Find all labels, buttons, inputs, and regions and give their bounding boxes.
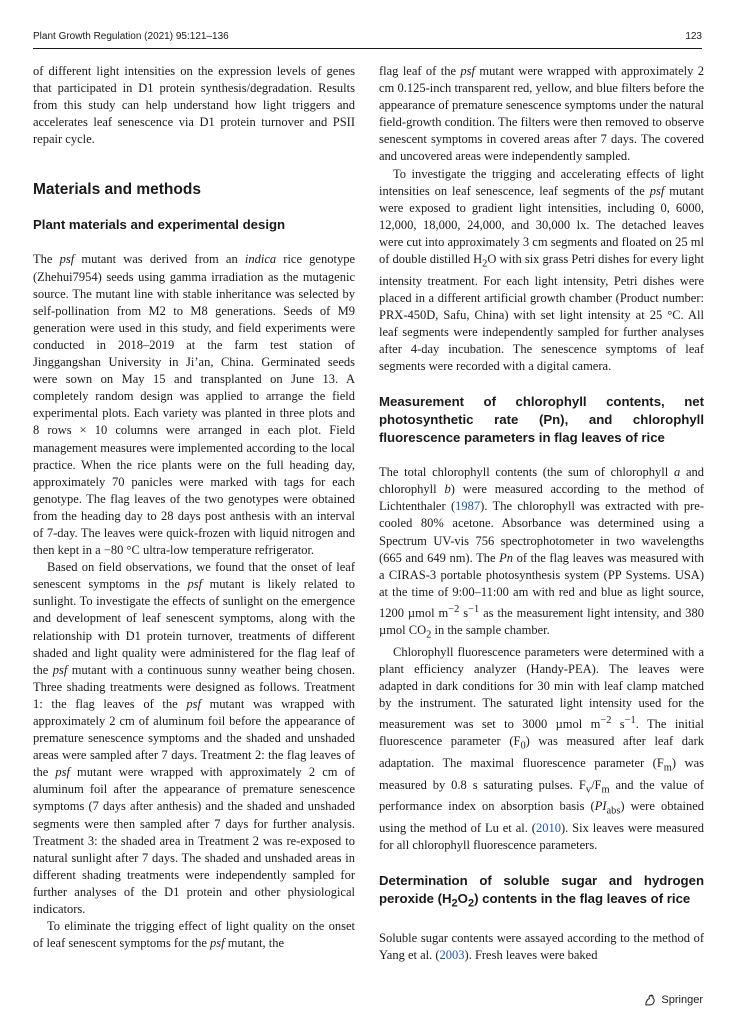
publisher-footer bbox=[643, 993, 703, 1007]
section-heading-methods: Materials and methods bbox=[33, 181, 201, 199]
header-divider bbox=[33, 48, 702, 49]
subsection-heading-chlorophyll: Measurement of chlorophyll contents, net photosynthetic rate (Pn), and chlorophyll fluorescence parameters in flag leaves of rice bbox=[379, 394, 704, 446]
journal-citation: Plant Growth Regulation (2021) 95:121–136 bbox=[33, 31, 229, 42]
page-number: 123 bbox=[685, 31, 702, 42]
subsection-heading-soluble-sugar: Determination of soluble sugar and hydrogen peroxide $(H_2O_2)$ contents in the flag leaves of rice bbox=[379, 872, 704, 910]
intro-paragraph-end: of different light intensities on the expression levels of genes that participated in D1 protein synthesis/degradation. Results from this study can help understand how light triggers and accelerates leaf senescence via D1 protein turnover and PSII repair cycle. bbox=[33, 64, 355, 147]
paragraph-fluorescence: Chlorophyll fluorescence parameters were determined with a plant efficiency analyzer (Handy-PEA). The leaves were adapted in dark conditions for 30 min with leaf clamp matched by the instrument. The saturated light intensity used for the measurement was set to 3000 µmol $m^{-2}$ $s^{-1}$. The initial fluorescence parameter $(F_0)$ was measured after leaf dark adaptation. The maximal fluorescence parameter $(F_m)$ was measured by 0.8 s saturating pulses. $F_v/F_m$ and the value of performance index on absorption basis $(PI_{abs})$ were obtained using the method of Lu et al. (2010). Six leaves were measured for all chlorophyll fluorescence parameters. bbox=[379, 644, 704, 852]
paragraph-soluble-sugar: Soluble sugar contents were assayed according to the method of Yang et al. (2003). Fresh leaves were baked bbox=[379, 930, 704, 962]
springer-horse-icon bbox=[643, 993, 657, 1007]
right-column bbox=[379, 63, 704, 964]
paragraph-chlorophyll-contents: The total chlorophyll contents (the sum of chlorophyll a and chlorophyll b) were measured according to the method of Lichtenthaler (1987). The chlorophyll was extracted with pre-cooled 80% acetone. Absorbance was determined using a Spectrum UV-vis 756 spectrophotometer in two wavelengths (665 and 649 nm). The Pn of the flag leaves was measured with a CIRAS-3 portable photosynthesis system (PP Systems. USA) at the time of 9:00–11:00 am with red and blue as light source, 1200 µmol $m^{-2}$ $s^{-1}$ as the measurement light intensity, and 380 µmol $CO_2$ in the sample chamber. bbox=[379, 465, 705, 641]
subsection-heading-plant-materials: Plant materials and experimental design bbox=[33, 217, 286, 233]
paragraph-plant-materials: The psf mutant was derived from an indica rice genotype (Zhehui7954) seeds using gamma irradiation as the mutagenic source. The mutant line with stable inheritance was selected by self-pollination from M2 to M8 generations. Seeds of M9 generation were used in this study, and field experiments were conducted in 2018–2019 at the farm test station of Jinggangshan University in Ji’an, China. Germinated seeds were sown on May 15 and transplanted on June 13. A completely random design was applied to arrange the field experimental plots. Each variety was planted in three plots and 8 rows × 10 columns were arranged in each plot. Field management measures were implemented according to the local practice. When the rice plants were on the full heading day, approximately 70 panicles were marked with tags for each genotype. The flag leaves of the two genotypes were obtained from the heading day to 28 days post anthesis with an interval of 7-day. The leaves were quick-frozen with liquid nitrogen and then kept in a −80 °C ultra-low temperature refrigerator. bbox=[33, 252, 355, 558]
citation-link-2010[interactable]: 2010 bbox=[535, 820, 561, 835]
citation-link-1987[interactable]: 1987 bbox=[455, 499, 481, 514]
publisher-name: Springer bbox=[661, 994, 703, 1006]
paragraph-shading-treatments: Based on field observations, we found that the onset of leaf senescent symptoms in the psf mutant is likely related to sunlight. To investigate the effects of sunlight on the emergence and development of leaf senescent symptoms, along with the relationship with D1 protein turnover, treatments of different shaded and light quality were administered for the flag leaf of the psf mutant with a continuous sunny weather being chosen. Three shading treatments were designed as follows. Treatment 1: the flag leaves of the psf mutant was wrapped with approximately 2 cm of aluminum foil before the appearance of premature senescence symptoms and the shaded and unshaded areas were sampled after 7 days. Treatment 2: the flag leaves of the psf mutant were wrapped with approximately 2 cm of aluminum foil after the appearance of premature senescence symptoms (7 days after anthesis) and the shaded and unshaded segments were then sampled after 7 days for further analysis. Treatment 3: the shaded area in Treatment 2 was re-exposed to natural sunlight after 7 days. The shaded and unshaded areas in different shading treatments were independently sampled for further analyses of the D1 protein and other physiological indicators. bbox=[33, 560, 356, 917]
running-header bbox=[33, 31, 702, 47]
paragraph-filters: flag leaf of the psf mutant were wrapped with approximately 2 cm 0.125-inch transparent red, yellow, and blue filters before the appearance of premature senescence symptoms under the natural field-growth condition. The filters were then removed to observe senescent symptoms in covered areas after 7 days. The covered and uncovered areas were independently sampled. bbox=[379, 64, 704, 164]
citation-link-2003[interactable]: 2003 bbox=[439, 947, 465, 962]
left-column bbox=[33, 63, 355, 952]
paragraph-light-quality: To eliminate the trigging effect of light quality on the onset of leaf senescent symptoms for the psf mutant, the bbox=[33, 919, 355, 951]
paragraph-light-intensity: To investigate the trigging and accelerating effects of light intensities on leaf senescence, leaf segments of the psf mutant were exposed to gradient light intensities, including 0, 6000, 12,000, 18,000, 24,000, and 30,000 lx. The detached leaves were cut into approximately 3 cm segments and floated on 25 ml of double distilled $H_2O$ with six grass Petri dishes for every light intensity treatment. For each light intensity, Petri dishes were placed in a different artificial growth chamber (Product number: PRX-450D, Safu, China) with set light intensity at 25 °C. All leaf segments were independently sampled for further analyses after 4-day incubation. The senescence symptoms of leaf segments were recorded with a digital camera. bbox=[379, 166, 704, 374]
